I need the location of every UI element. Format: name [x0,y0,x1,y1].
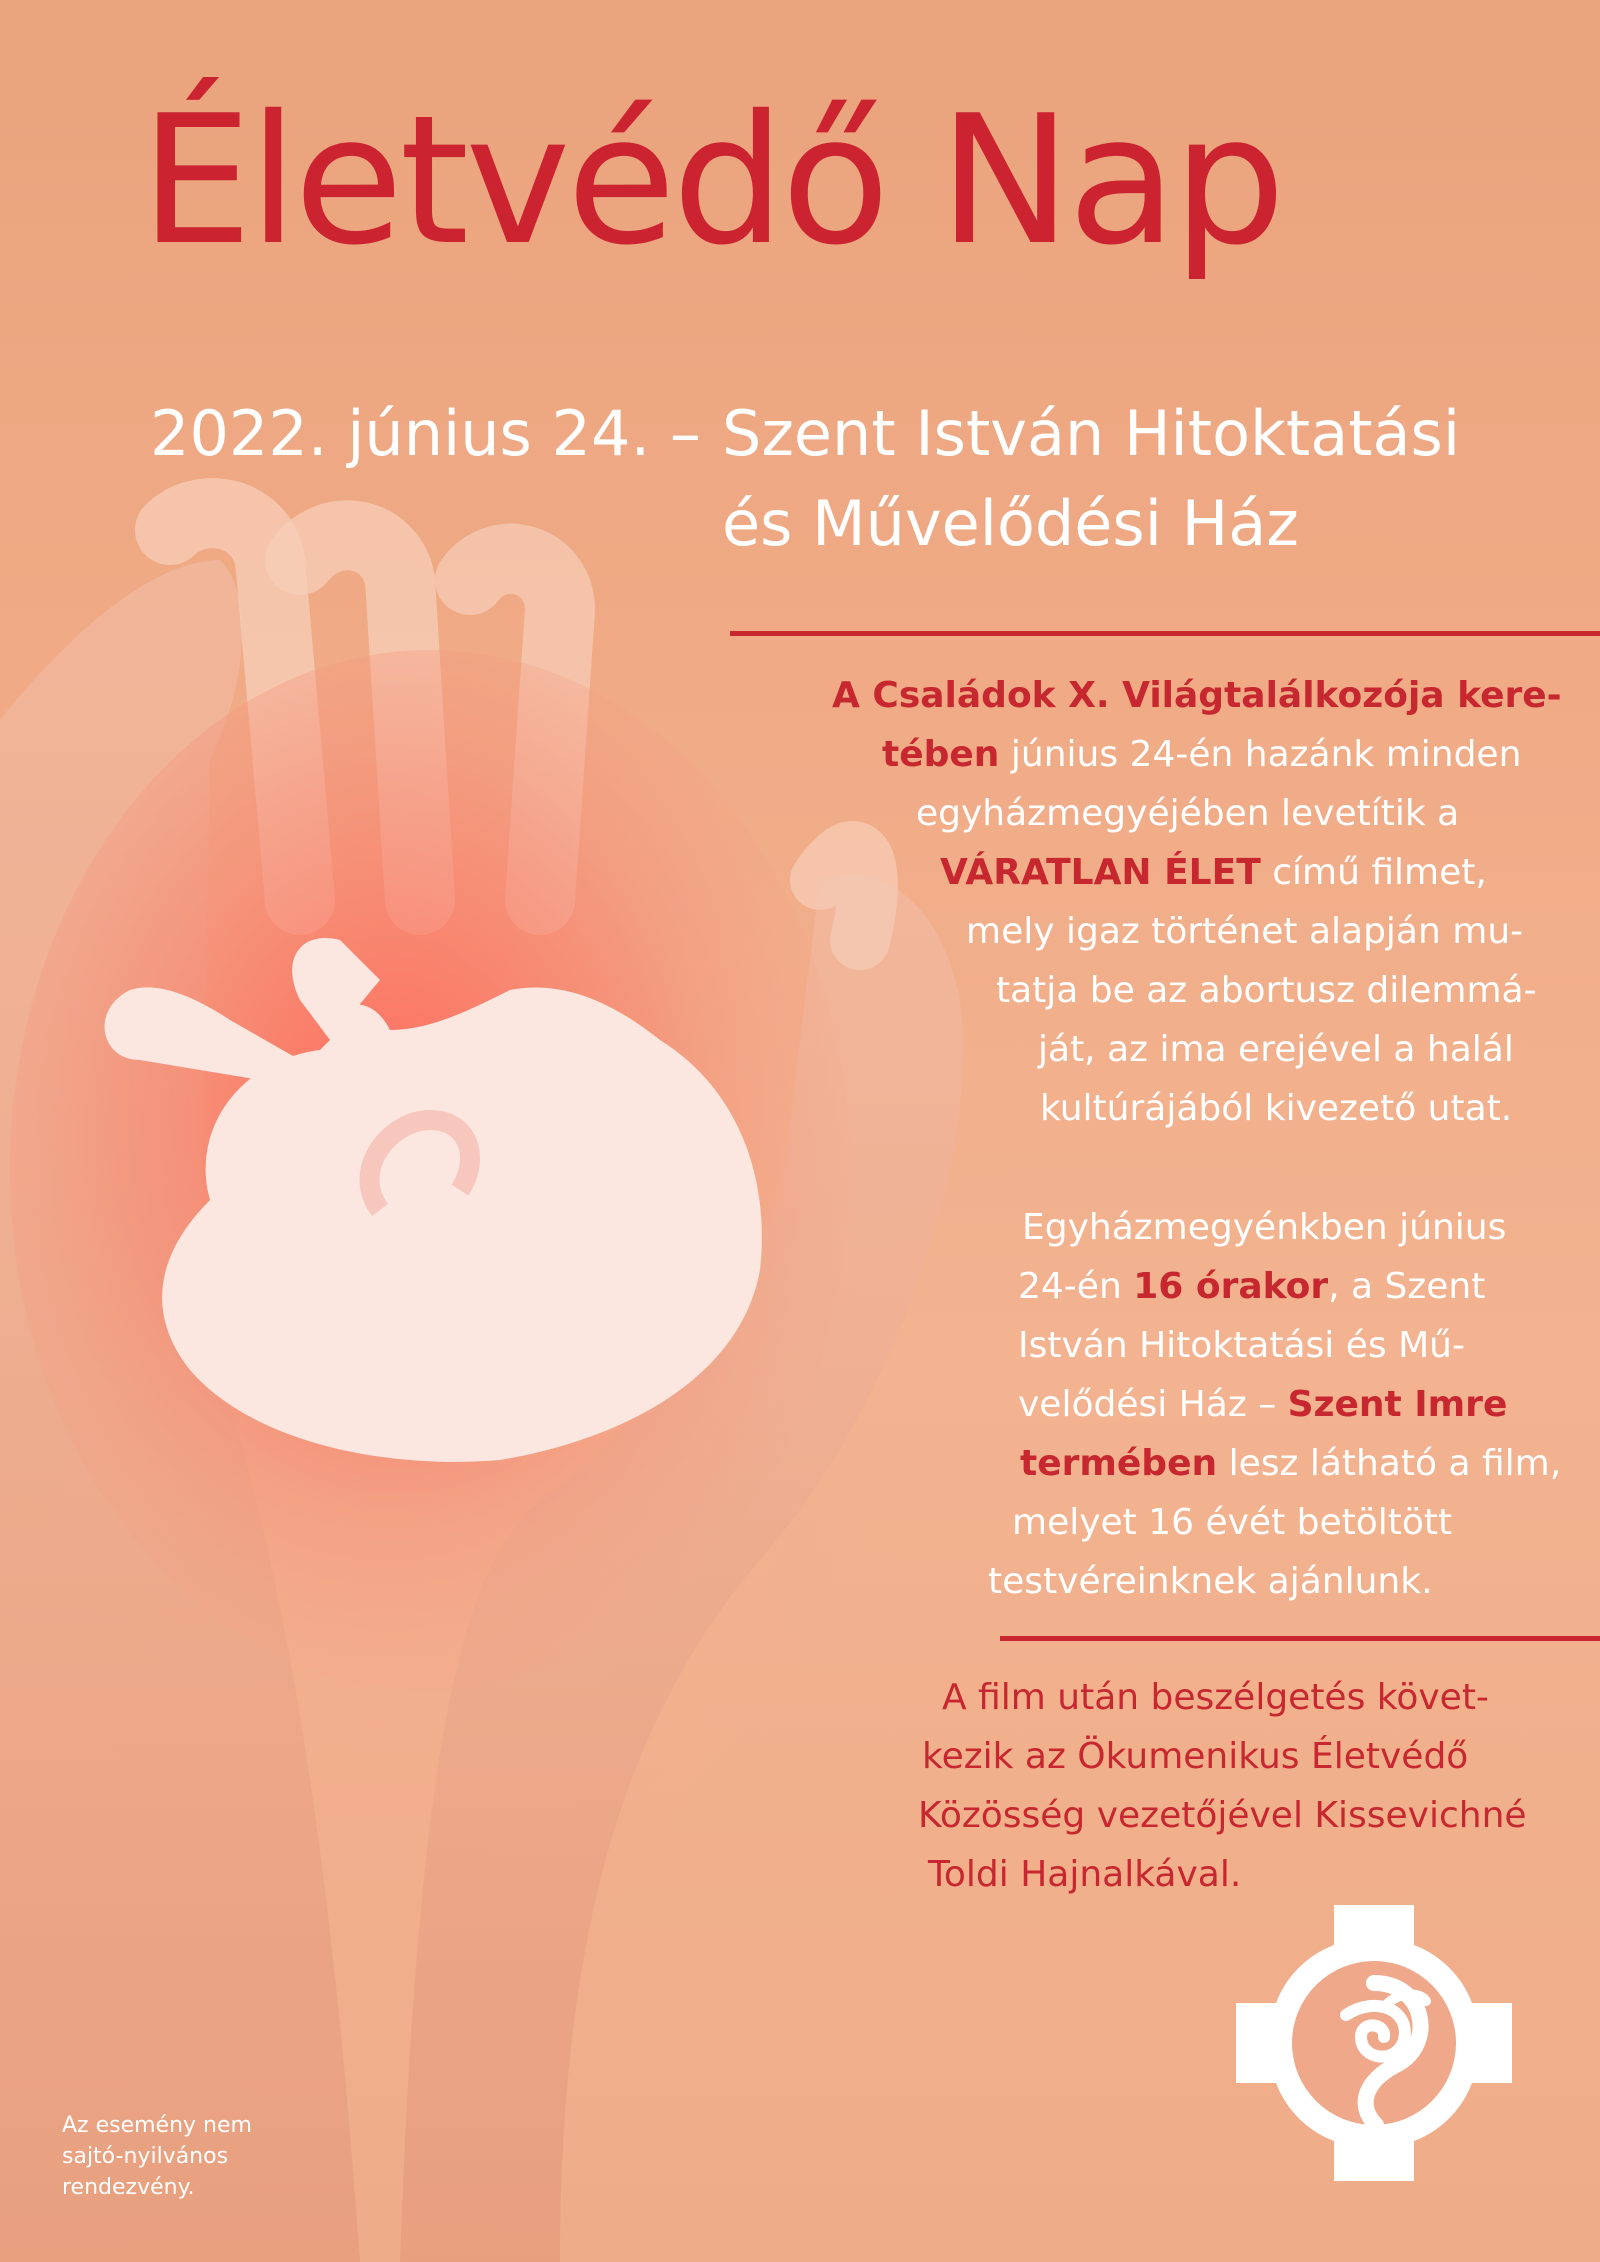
intro-line: egyházmegyéjében levetítik a [916,793,1460,834]
event-venue-line2: és Művelődési Ház [722,487,1299,560]
screening-line: melyet 16 évét betöltött [1012,1502,1453,1543]
intro-paragraph [800,666,1560,1138]
screening-text: lesz látható a film, [1217,1443,1562,1484]
screening-line: testvéreinknek ajánlunk. [988,1561,1433,1602]
discussion-line: Toldi Hajnalkával. [928,1854,1242,1895]
intro-line: ját, az ima erejével a halál [1038,1029,1514,1070]
intro-line [800,725,1560,784]
intro-line [800,843,1560,902]
intro-text: június 24-én hazánk minden [999,734,1522,775]
screening-text: 24-én [1018,1266,1134,1307]
screening-line: Egyházmegyénkben június [1022,1207,1507,1248]
discussion-paragraph [900,1668,1560,1904]
screening-text: , a Szent [1328,1266,1486,1307]
press-footnote [62,2110,292,2203]
screening-time: 16 órakor [1133,1266,1329,1307]
screening-room: termében [1020,1443,1218,1484]
screening-paragraph [960,1198,1560,1611]
footnote-line: Az esemény nem [62,2113,252,2138]
intro-line: A Családok X. Világtalálkozója kere- [832,675,1562,716]
divider-bottom [1000,1636,1600,1641]
event-date: 2022. június 24. – [150,397,701,470]
discussion-line: kezik az Ökumenikus Életvédő [922,1736,1469,1777]
film-title: VÁRATLAN ÉLET [940,852,1261,893]
footnote-line: sajtó-nyilvános [62,2144,229,2169]
screening-room: Szent Imre [1287,1384,1508,1425]
intro-line: mely igaz történet alapján mu- [966,911,1524,952]
poster-title: Életvédő Nap [140,77,1282,284]
discussion-line: A film után beszélgetés követ- [942,1677,1489,1718]
intro-line: kultúrájából kivezető utat. [1040,1088,1513,1129]
discussion-line: Közösség vezetőjével Kissevichné [918,1795,1527,1836]
screening-line [960,1434,1560,1493]
event-venue-line1: Szent István Hitoktatási [722,397,1461,470]
diocese-cross-logo [1236,1905,1512,2181]
intro-text: című filmet, [1260,852,1487,893]
footnote-line: rendezvény. [62,2175,195,2200]
divider-top [730,631,1600,636]
screening-text: velődési Ház – [1018,1384,1288,1425]
screening-line [960,1375,1560,1434]
screening-line [960,1257,1560,1316]
intro-line: tatja be az abortusz dilemmá- [996,970,1537,1011]
intro-highlight: tében [882,734,1000,775]
screening-line: István Hitoktatási és Mű- [1018,1325,1465,1366]
